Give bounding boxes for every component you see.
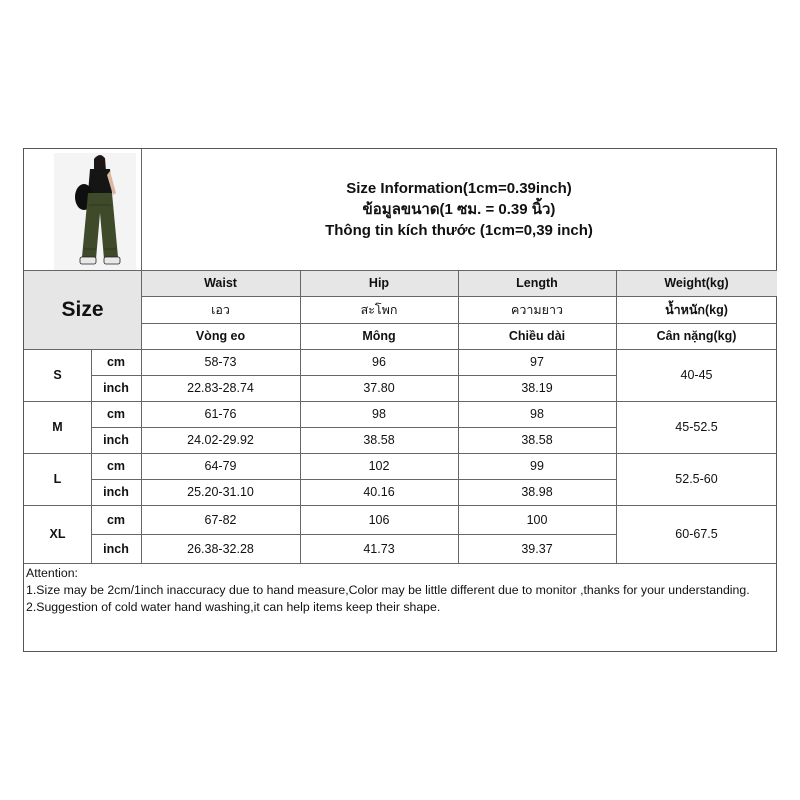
unit-inch: inch (103, 541, 129, 556)
col-waist-vi: Vòng eo (195, 329, 246, 343)
grid-line (91, 427, 616, 428)
grid-line (616, 270, 617, 563)
waist-inch: 25.20-31.10 (187, 485, 254, 499)
grid-line (24, 563, 777, 564)
model-hair (94, 156, 106, 171)
col-waist-en: Waist (204, 276, 237, 290)
col-weight-vi: Cân nặng(kg) (656, 329, 737, 343)
title-vietnamese: Thông tin kích thước (1cm=0,39 inch) (325, 222, 593, 239)
waist-inch: 22.83-28.74 (187, 381, 254, 395)
length-inch: 39.37 (521, 541, 553, 556)
waist-cm: 64-79 (204, 459, 237, 473)
col-weight-en: Weight(kg) (664, 276, 729, 290)
unit-cm: cm (106, 459, 126, 473)
grid-line (141, 323, 777, 324)
length-cm: 98 (530, 407, 544, 421)
grid-line (141, 296, 777, 297)
length-inch: 38.98 (521, 485, 553, 499)
grid-line (91, 479, 616, 480)
product-photo (54, 153, 136, 271)
left-shoe (80, 257, 96, 264)
size-header: Size (61, 297, 104, 321)
grid-line (24, 505, 777, 506)
waist-cm: 67-82 (204, 512, 237, 527)
size-label: L (53, 472, 62, 486)
col-hip-vi: Mông (362, 329, 396, 343)
hip-cm: 106 (368, 512, 390, 527)
col-waist-th: เอว (211, 302, 230, 317)
grid-line (24, 270, 777, 271)
note-item: 1.Size may be 2cm/1inch inaccuracy due to hand measure,Color may be little different due to monitor ,thanks for your understanding. (26, 583, 750, 597)
unit-inch: inch (103, 381, 129, 395)
hip-cm: 102 (368, 459, 390, 473)
hip-inch: 38.58 (363, 433, 395, 447)
grid-line (300, 270, 301, 563)
col-length-vi: Chiều dài (508, 329, 566, 343)
weight-range: 52.5-60 (675, 472, 718, 486)
hip-inch: 37.80 (363, 381, 395, 395)
model-top (88, 169, 112, 193)
note-heading: Attention: (26, 566, 78, 580)
title-block (141, 149, 777, 270)
weight-range: 60-67.5 (675, 527, 718, 541)
col-length-en: Length (516, 276, 558, 290)
grid-line (91, 534, 616, 535)
hip-inch: 41.73 (363, 541, 395, 556)
unit-cm: cm (106, 355, 126, 369)
size-label: S (53, 368, 62, 382)
length-cm: 100 (526, 512, 548, 527)
waist-cm: 58-73 (204, 355, 237, 369)
grid-line (458, 270, 459, 563)
title-english: Size Information(1cm=0.39inch) (346, 180, 572, 197)
unit-inch: inch (103, 485, 129, 499)
right-shoe (104, 257, 120, 264)
hip-cm: 96 (372, 355, 386, 369)
size-label: M (52, 420, 63, 434)
hip-cm: 98 (372, 407, 386, 421)
waist-inch: 24.02-29.92 (187, 433, 254, 447)
col-hip-en: Hip (368, 276, 390, 290)
waist-cm: 61-76 (204, 407, 237, 421)
length-inch: 38.58 (521, 433, 553, 447)
grid-line (91, 375, 616, 376)
unit-inch: inch (103, 433, 129, 447)
grid-line (24, 401, 777, 402)
grid-line (91, 349, 92, 563)
weight-range: 45-52.5 (675, 420, 718, 434)
size-label: XL (49, 527, 66, 541)
col-length-th: ความยาว (510, 302, 563, 317)
hip-inch: 40.16 (363, 485, 395, 499)
unit-cm: cm (106, 512, 126, 527)
note-item: 2.Suggestion of cold water hand washing,it can help items keep their shape. (26, 600, 441, 614)
unit-cm: cm (106, 407, 126, 421)
weight-range: 40-45 (680, 368, 713, 382)
attention-notes (26, 565, 771, 616)
grid-line (24, 453, 777, 454)
size-chart (23, 148, 777, 652)
length-cm: 97 (530, 355, 544, 369)
length-cm: 99 (530, 459, 544, 473)
col-weight-th: น้ำหนัก(kg) (665, 302, 728, 317)
title-thai: ข้อมูลขนาด(1 ซม. = 0.39 นิ้ว) (362, 201, 556, 218)
grid-line (141, 149, 142, 563)
col-hip-th: สะโพก (360, 302, 398, 317)
waist-inch: 26.38-32.28 (187, 541, 254, 556)
length-inch: 38.19 (521, 381, 553, 395)
grid-line (24, 349, 777, 350)
